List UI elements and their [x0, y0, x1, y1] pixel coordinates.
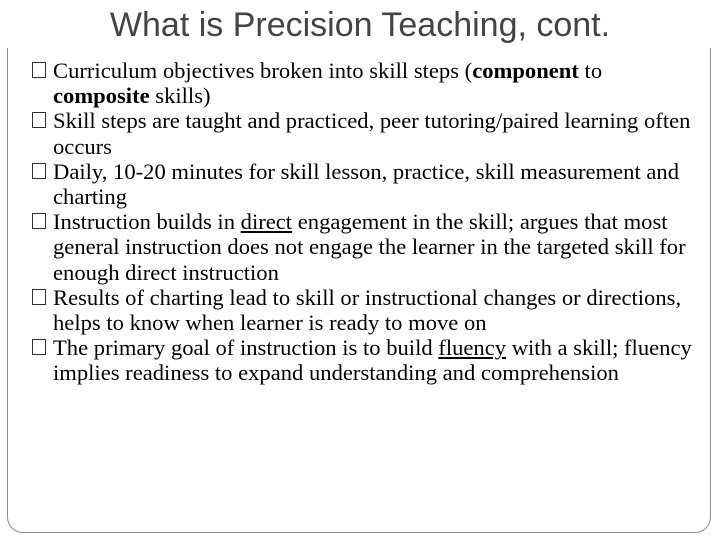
bullet-box-icon: [32, 289, 46, 305]
bullet-box-icon: [32, 213, 46, 229]
bullet-text: Skill steps are taught and practiced, peer tutoring/paired learning often occurs: [53, 108, 691, 159]
bullet-text: The primary goal of instruction is to build: [53, 335, 439, 361]
bullet-bold-text: component: [472, 58, 579, 83]
bullet-box-icon: [32, 62, 46, 78]
bullet-list: [32, 58, 692, 386]
bullet-text: to: [578, 58, 603, 83]
bullet-text: Instruction builds in: [53, 209, 241, 235]
bullet-item: [32, 108, 692, 158]
bullet-text: Daily, 10-20 minutes for skill lesson, practice, skill measurement and charting: [53, 158, 679, 210]
bullet-text: Curriculum objectives broken into skill steps (: [53, 58, 473, 83]
bullet-text: engagement in the skill; argues that most general instruction does not engage the learner in the targeted skill for enough direct instruction: [53, 209, 686, 285]
bullet-text: with a skill; fluency implies readiness to expand understanding and comprehension: [53, 335, 692, 386]
bullet-box-icon: [32, 112, 46, 128]
slide-title-text: What is Precision Teaching, cont.: [104, 6, 616, 44]
bullet-item: [32, 209, 692, 285]
bullet-box-icon: [32, 339, 46, 355]
bullet-box-icon: [32, 163, 46, 179]
bullet-item: [32, 159, 692, 209]
bullet-underlined-text: fluency: [438, 335, 507, 361]
bullet-bold-text: composite: [53, 83, 150, 109]
bullet-item: [32, 335, 692, 385]
bullet-underlined-text: direct: [240, 209, 293, 235]
bullet-item: [32, 58, 692, 108]
bullet-text: Results of charting lead to skill or instructional changes or directions, helps to know when learner is ready to move on: [53, 284, 682, 336]
bullet-text: skills): [149, 83, 211, 109]
bullet-item: [32, 285, 692, 335]
slide-title: [0, 2, 720, 48]
